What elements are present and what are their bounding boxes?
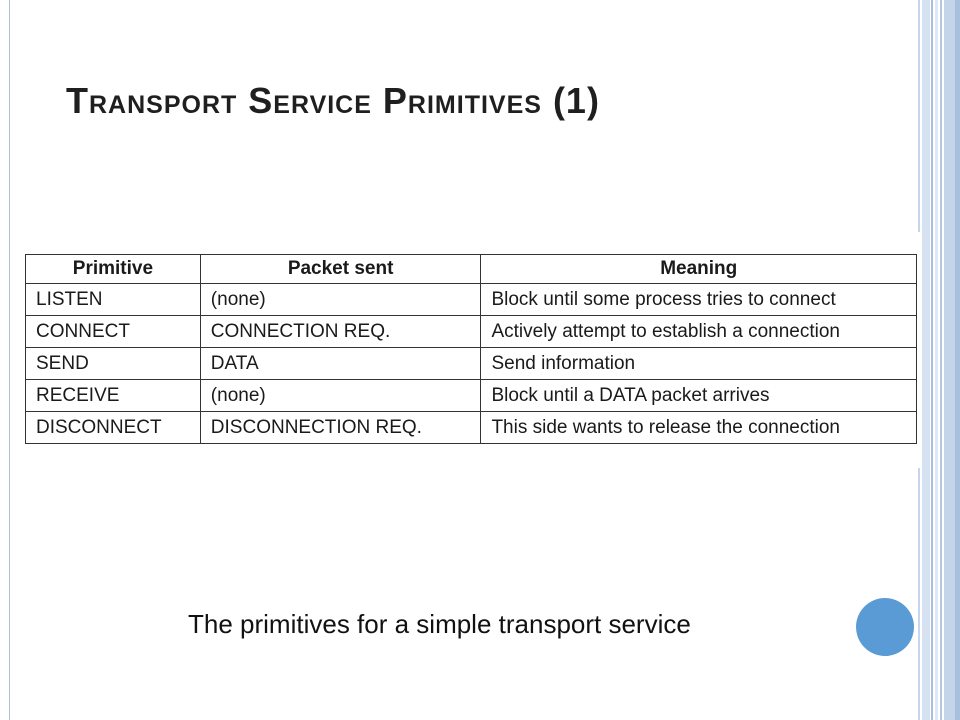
primitive-cell: LISTEN [26,284,201,316]
primitive-cell: RECEIVE [26,380,201,412]
frame-stripe [940,0,942,720]
frame-left-line [9,0,10,720]
packet-cell: (none) [200,284,481,316]
table-row [26,412,917,444]
primitive-cell: DISCONNECT [26,412,201,444]
header-primitive: Primitive [26,255,201,284]
primitive-cell: CONNECT [26,316,201,348]
frame-stripe [922,0,930,720]
table-header-row [26,255,917,284]
primitive-cell: SEND [26,348,201,380]
table-row [26,316,917,348]
packet-cell: DISCONNECTION REQ. [200,412,481,444]
header-packet-sent: Packet sent [200,255,481,284]
meaning-cell: This side wants to release the connection [481,412,917,444]
meaning-cell: Send information [481,348,917,380]
table-row [26,380,917,412]
decorative-circle [856,598,914,656]
table-row [26,284,917,316]
meaning-cell: Block until a DATA packet arrives [481,380,917,412]
meaning-cell: Actively attempt to establish a connection [481,316,917,348]
primitives-table [25,254,917,444]
meaning-cell: Block until some process tries to connect [481,284,917,316]
table-caption: The primitives for a simple transport service [188,609,691,639]
table-row [26,348,917,380]
packet-cell: CONNECTION REQ. [200,316,481,348]
header-meaning: Meaning [481,255,917,284]
packet-cell: (none) [200,380,481,412]
packet-cell: DATA [200,348,481,380]
table-image [18,232,920,468]
frame-stripe [935,0,938,720]
slide-title: Transport Service Primitives (1) [66,80,600,121]
frame-stripe [955,0,960,720]
frame-stripe [931,0,933,720]
